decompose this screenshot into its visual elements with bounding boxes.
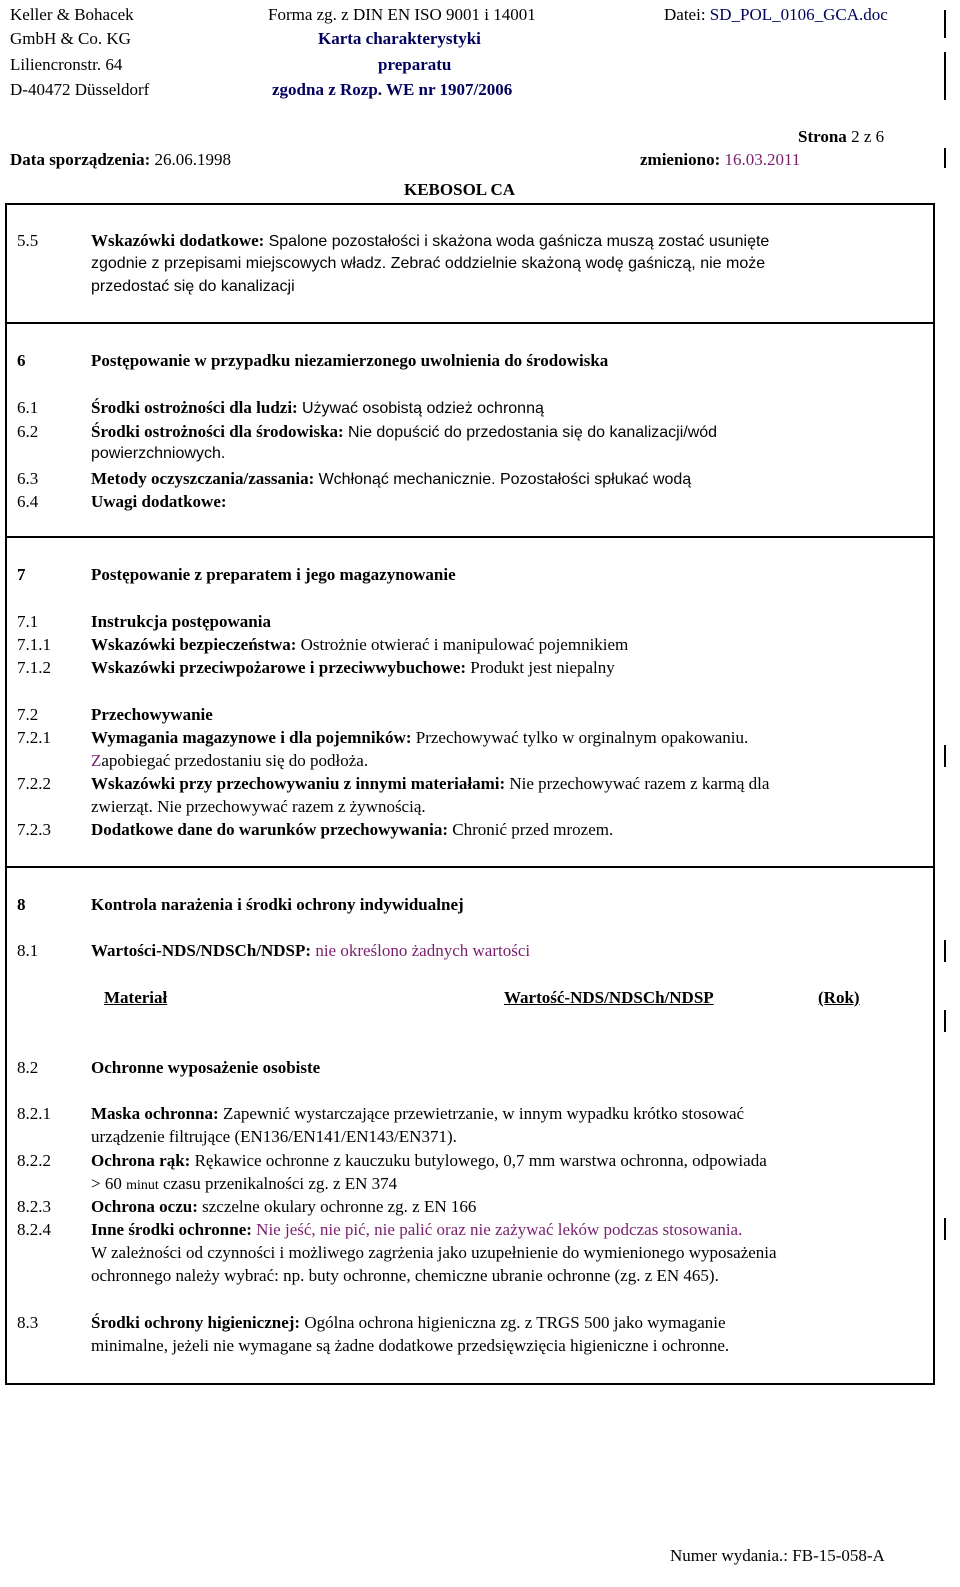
section-8-box <box>5 866 935 1385</box>
item-7-2-1: 7.2.1 Wymagania magazynowe i dla pojemników: Przechowywać tylko w orginalnym opakowaniu. <box>17 728 749 747</box>
item-8-2-3: 8.2.3 Ochrona oczu: szczelne okulary ochronne zg. z EN 166 <box>17 1197 477 1216</box>
form-standard: Forma zg. z DIN EN ISO 9001 i 14001 <box>268 5 536 24</box>
item-6-4: 6.4 Uwagi dodatkowe: <box>17 492 227 511</box>
company-name-2: GmbH & Co. KG <box>10 29 131 48</box>
issue-number: Numer wydania.: FB-15-058-A <box>670 1546 885 1565</box>
item-5-5-line2: zgodnie z przepisami miejscowych władz. Zebrać oddzielnie skażoną wodę gaśniczą, nie może <box>91 255 766 272</box>
item-8-2-2-line2: > 60 minut czasu przenikalności zg. z EN 374 <box>91 1174 398 1193</box>
item-7-1-2: 7.1.2 Wskazówki przeciwpożarowe i przeciwwybuchowe: Produkt jest niepalny <box>17 658 615 677</box>
item-8-2-2: 8.2.2 Ochrona rąk: Rękawice ochronne z kauczuku butylowego, 0,7 mm warstwa ochronna, odpowiada <box>17 1151 767 1170</box>
exposure-table-header <box>17 988 933 1012</box>
item-6-2-line2: powierzchniowych. <box>91 445 226 462</box>
item-8-2-4-line3: ochronnego należy wybrać: np. buty ochronne, chemiczne ubranie ochronne (zg. z EN 465). <box>91 1266 719 1285</box>
item-label: Metody oczyszczania/zassania: <box>91 469 315 488</box>
item-6-1: 6.1 Środki ostrożności dla ludzi: Używać osobistą odzież ochronną <box>17 398 544 417</box>
item-8-2-1: 8.2.1 Maska ochronna: Zapewnić wystarczające przewietrzanie, w innym wypadku krótko stosować <box>17 1104 745 1123</box>
item-label: Ochrona oczu: <box>91 1197 198 1216</box>
change-bar <box>944 1010 946 1032</box>
item-8-2-4: 8.2.4 Inne środki ochronne: Nie jeść, nie pić, nie palić oraz nie zażywać leków podczas stosowania. <box>17 1220 743 1239</box>
col-material: Materiał <box>104 988 168 1007</box>
col-nds-value: Wartość-NDS/NDSCh/NDSP <box>504 988 714 1007</box>
page-number: Strona 2 z 6 <box>798 127 885 146</box>
item-label: Dodatkowe dane do warunków przechowywania: <box>91 820 449 839</box>
item-8-3: 8.3 Środki ochrony higienicznej: Ogólna ochrona higieniczna zg. z TRGS 500 jako wymaganie <box>17 1313 726 1332</box>
item-label: Wskazówki przeciwpożarowe i przeciwwybuchowe: <box>91 658 467 677</box>
item-7-1-1: 7.1.1 Wskazówki bezpieczeństwa: Ostrożnie otwierać i manipulować pojemnikiem <box>17 635 629 654</box>
modified-date: zmieniono: 16.03.2011 <box>640 150 801 169</box>
doc-title: Karta charakterystyki <box>318 29 481 48</box>
section-6-box <box>5 322 935 538</box>
company-street: Liliencronstr. 64 <box>10 55 123 74</box>
item-8-2-4-line2: W zależności od czynności i możliwego zagrżenia jako uzupełnienie do wymienionego wyposażenia <box>91 1243 777 1262</box>
item-8-3-line2: minimalne, jeżeli nie wymagane są żadne dodatkowe przedsięwzięcia higieniczne i ochronne. <box>91 1336 730 1355</box>
company-city: D-40472 Düsseldorf <box>10 80 150 99</box>
change-bar <box>944 10 946 38</box>
item-7-2-2: 7.2.2 Wskazówki przy przechowywaniu z innymi materiałami: Nie przechowywać razem z karmą dla <box>17 774 770 793</box>
item-5-5-line3: przedostać się do kanalizacji <box>91 278 295 295</box>
item-label: Wskazówki dodatkowe: <box>91 231 265 250</box>
section-6-title: 6 Postępowanie w przypadku niezamierzonego uwolnienia do środowiska <box>17 351 609 370</box>
file-name: Datei: SD_POL_0106_GCA.doc <box>664 5 888 24</box>
item-5-5: 5.5 Wskazówki dodatkowe: Spalone pozostałości i skażona woda gaśnicza muszą zostać usunięte <box>17 231 770 250</box>
item-6-2: 6.2 Środki ostrożności dla środowiska: Nie dopuścić do przedostania się do kanalizacji/wód <box>17 422 718 441</box>
section-8-title: 8 Kontrola narażenia i środki ochrony indywidualnej <box>17 895 464 914</box>
product-name: KEBOSOL CA <box>404 180 516 199</box>
item-7-2: 7.2 Przechowywanie <box>17 705 213 724</box>
item-label: Wymagania magazynowe i dla pojemników: <box>91 728 412 747</box>
item-7-1: 7.1 Instrukcja postępowania <box>17 612 271 631</box>
change-bar <box>944 52 946 100</box>
item-8-2-1-line2: urządzenie filtrujące (EN136/EN141/EN143/EN371). <box>91 1127 457 1146</box>
item-label: Wskazówki przy przechowywaniu z innymi materiałami: <box>91 774 506 793</box>
item-label: Uwagi dodatkowe: <box>91 492 227 511</box>
item-8-2: 8.2 Ochronne wyposażenie osobiste <box>17 1058 321 1077</box>
item-label: Środki ochrony higienicznej: <box>91 1313 301 1332</box>
section-5-box <box>5 203 935 324</box>
item-6-3: 6.3 Metody oczyszczania/zassania: Wchłonąć mechanicznie. Pozostałości spłukać wodą <box>17 469 692 488</box>
item-8-1: 8.1 Wartości-NDS/NDSCh/NDSP: nie określono żadnych wartości <box>17 941 531 960</box>
company-name-1: Keller & Bohacek <box>10 5 134 24</box>
item-7-2-1-line2: Zapobiegać przedostaniu się do podłoża. <box>91 751 369 770</box>
created-date: Data sporządzenia: 26.06.1998 <box>10 150 231 169</box>
change-bar <box>944 1218 946 1240</box>
col-year: (Rok) <box>818 988 860 1007</box>
item-label: Środki ostrożności dla ludzi: <box>91 398 298 417</box>
doc-subtitle: preparatu <box>378 55 452 74</box>
item-label: Ochrona rąk: <box>91 1151 191 1170</box>
doc-regulation: zgodna z Rozp. WE nr 1907/2006 <box>272 80 513 99</box>
item-label: Środki ostrożności dla środowiska: <box>91 422 344 441</box>
item-label: Inne środki ochronne: <box>91 1220 252 1239</box>
change-bar <box>944 148 946 168</box>
item-label: Maska ochronna: <box>91 1104 219 1123</box>
change-bar <box>944 940 946 962</box>
item-label: Wskazówki bezpieczeństwa: <box>91 635 297 654</box>
section-7-title: 7 Postępowanie z preparatem i jego magazynowanie <box>17 565 456 584</box>
item-label: Wartości-NDS/NDSCh/NDSP: <box>91 941 312 960</box>
change-bar <box>944 745 946 767</box>
section-7-box <box>5 536 935 868</box>
item-7-2-3: 7.2.3 Dodatkowe dane do warunków przechowywania: Chronić przed mrozem. <box>17 820 614 839</box>
item-7-2-2-line2: zwierząt. Nie przechowywać razem z żywnością. <box>91 797 426 816</box>
